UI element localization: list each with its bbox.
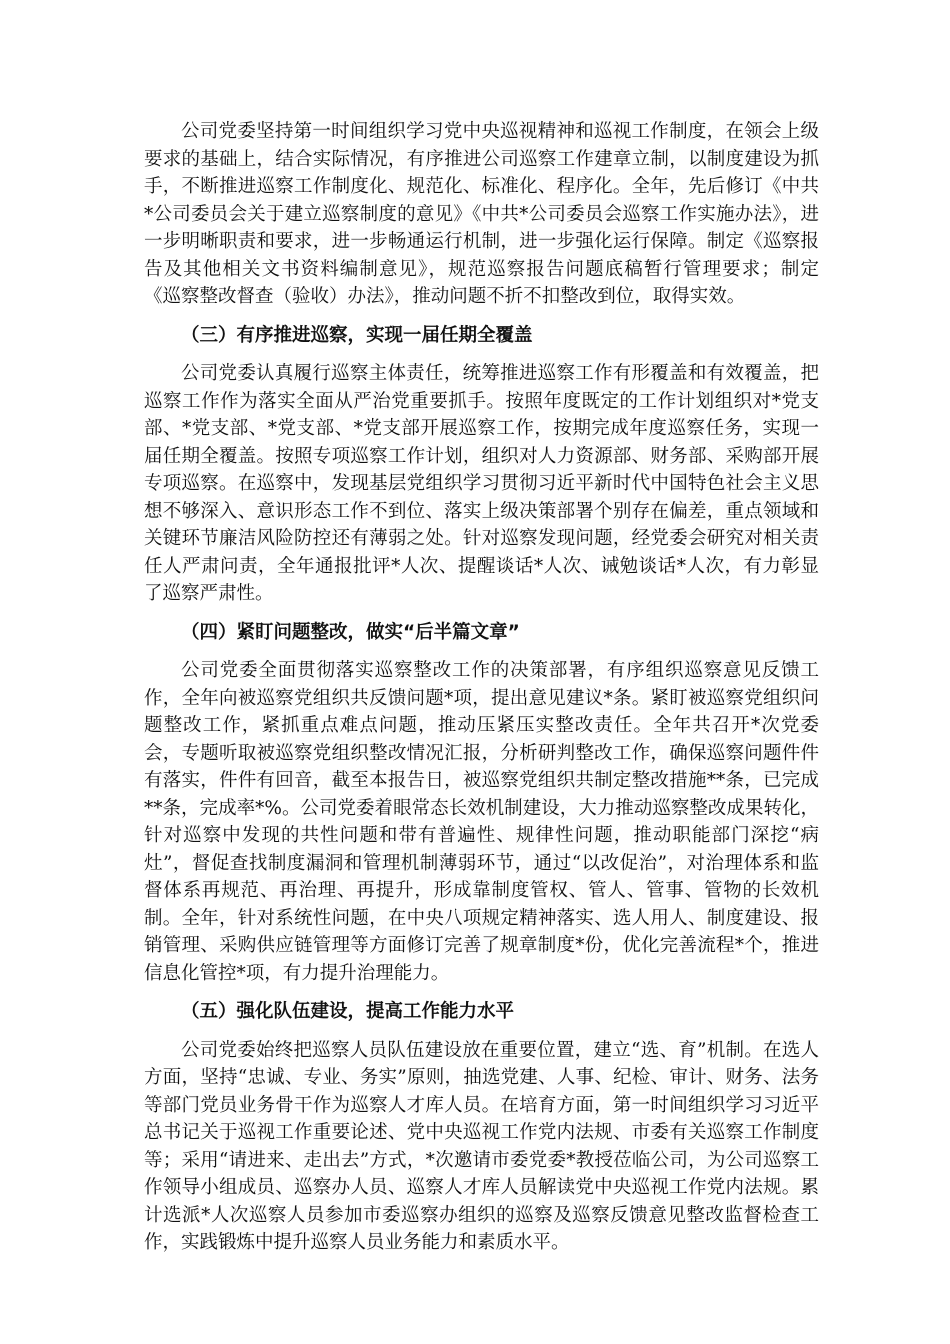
- paragraph: 公司党委认真履行巡察主体责任，统筹推进巡察工作有形覆盖和有效覆盖，把巡察工作作为落实全面从严治党重要抓手。按照年度既定的工作计划组织对*党支部、*党支部、*党支部、*党支部开展巡察工作，按期完成年度巡察任务，实现一届任期全覆盖。按照专项巡察工作计划，组织对人力资源部、财务部、采购部开展专项巡察。在巡察中，发现基层党组织学习贯彻习近平新时代中国特色社会主义思想不够深入、意识形态工作不到位、落实上级决策部署个别存在偏差，重点领域和关键环节廉洁风险防控还有薄弱之处。针对巡察发现问题，经党委会研究对相关责任人严肃问责，全年通报批评*人次、提醒谈话*人次、诫勉谈话*人次，有力彰显了巡察严肃性。: [144, 363, 819, 604]
- section-heading: （五）强化队伍建设，提高工作能力水平: [181, 1001, 515, 1022]
- paragraph: 公司党委坚持第一时间组织学习党中央巡视精神和巡视工作制度，在领会上级要求的基础上，结合实际情况，有序推进公司巡察工作建章立制，以制度建设为抓手，不断推进巡察工作制度化、规范化、标准化、程序化。全年，先后修订《中共*公司委员会关于建立巡察制度的意见》《中共*公司委员会巡察工作实施办法》，进一步明晰职责和要求，进一步畅通运行机制，进一步强化运行保障。制定《巡察报告及其他相关文书资料编制意见》，规范巡察报告问题底稿暂行管理要求；制定《巡察整改督查（验收）办法》，推动问题不折不扣整改到位，取得实效。: [144, 121, 819, 307]
- document-body: [144, 118, 819, 1268]
- paragraph: 公司党委始终把巡察人员队伍建设放在重要位置，建立“选、育”机制。在选人方面，坚持“忠诚、专业、务实”原则，抽选党建、人事、纪检、审计、财务、法务等部门党员业务骨干作为巡察人才库人员。在培育方面，第一时间组织学习习近平总书记关于巡视工作重要论述、党中央巡视工作党内法规、市委有关巡察工作制度等；采用“请进来、走出去”方式，*次邀请市委党委*教授莅临公司，为公司巡察工作领导小组成员、巡察办人员、巡察人才库人员解读党中央巡视工作党内法规。累计选派*人次巡察人员参加市委巡察办组织的巡察及巡察反馈意见整改监督检查工作，实践锻炼中提升巡察人员业务能力和素质水平。: [144, 1039, 819, 1253]
- paragraph: 公司党委全面贯彻落实巡察整改工作的决策部署，有序组织巡察意见反馈工作，全年向被巡察党组织共反馈问题*项，提出意见建议*条。紧盯被巡察党组织问题整改工作，紧抓重点难点问题，推动压紧压实整改责任。全年共召开*次党委会，专题听取被巡察党组织整改情况汇报，分析研判整改工作，确保巡察问题件件有落实，件件有回音，截至本报告日，被巡察党组织共制定整改措施**条，已完成**条，完成率*%。公司党委着眼常态长效机制建设，大力推动巡察整改成果转化，针对巡察中发现的共性问题和带有普遍性、规律性问题，推动职能部门深挖“病灶”，督促查找制度漏洞和管理机制薄弱环节，通过“以改促治”，对治理体系和监督体系再规范、再治理、再提升，形成靠制度管权、管人、管事、管物的长效机制。全年，针对系统性问题，在中央八项规定精神落实、选人用人、制度建设、报销管理、采购供应链管理等方面修订完善了规章制度*份，优化完善流程*个，推进信息化管控*项，有力提升治理能力。: [144, 660, 819, 984]
- section-heading: （三）有序推进巡察，实现一届任期全覆盖: [181, 324, 533, 346]
- section-heading: （四）紧盯问题整改，做实“后半篇文章”: [181, 621, 520, 643]
